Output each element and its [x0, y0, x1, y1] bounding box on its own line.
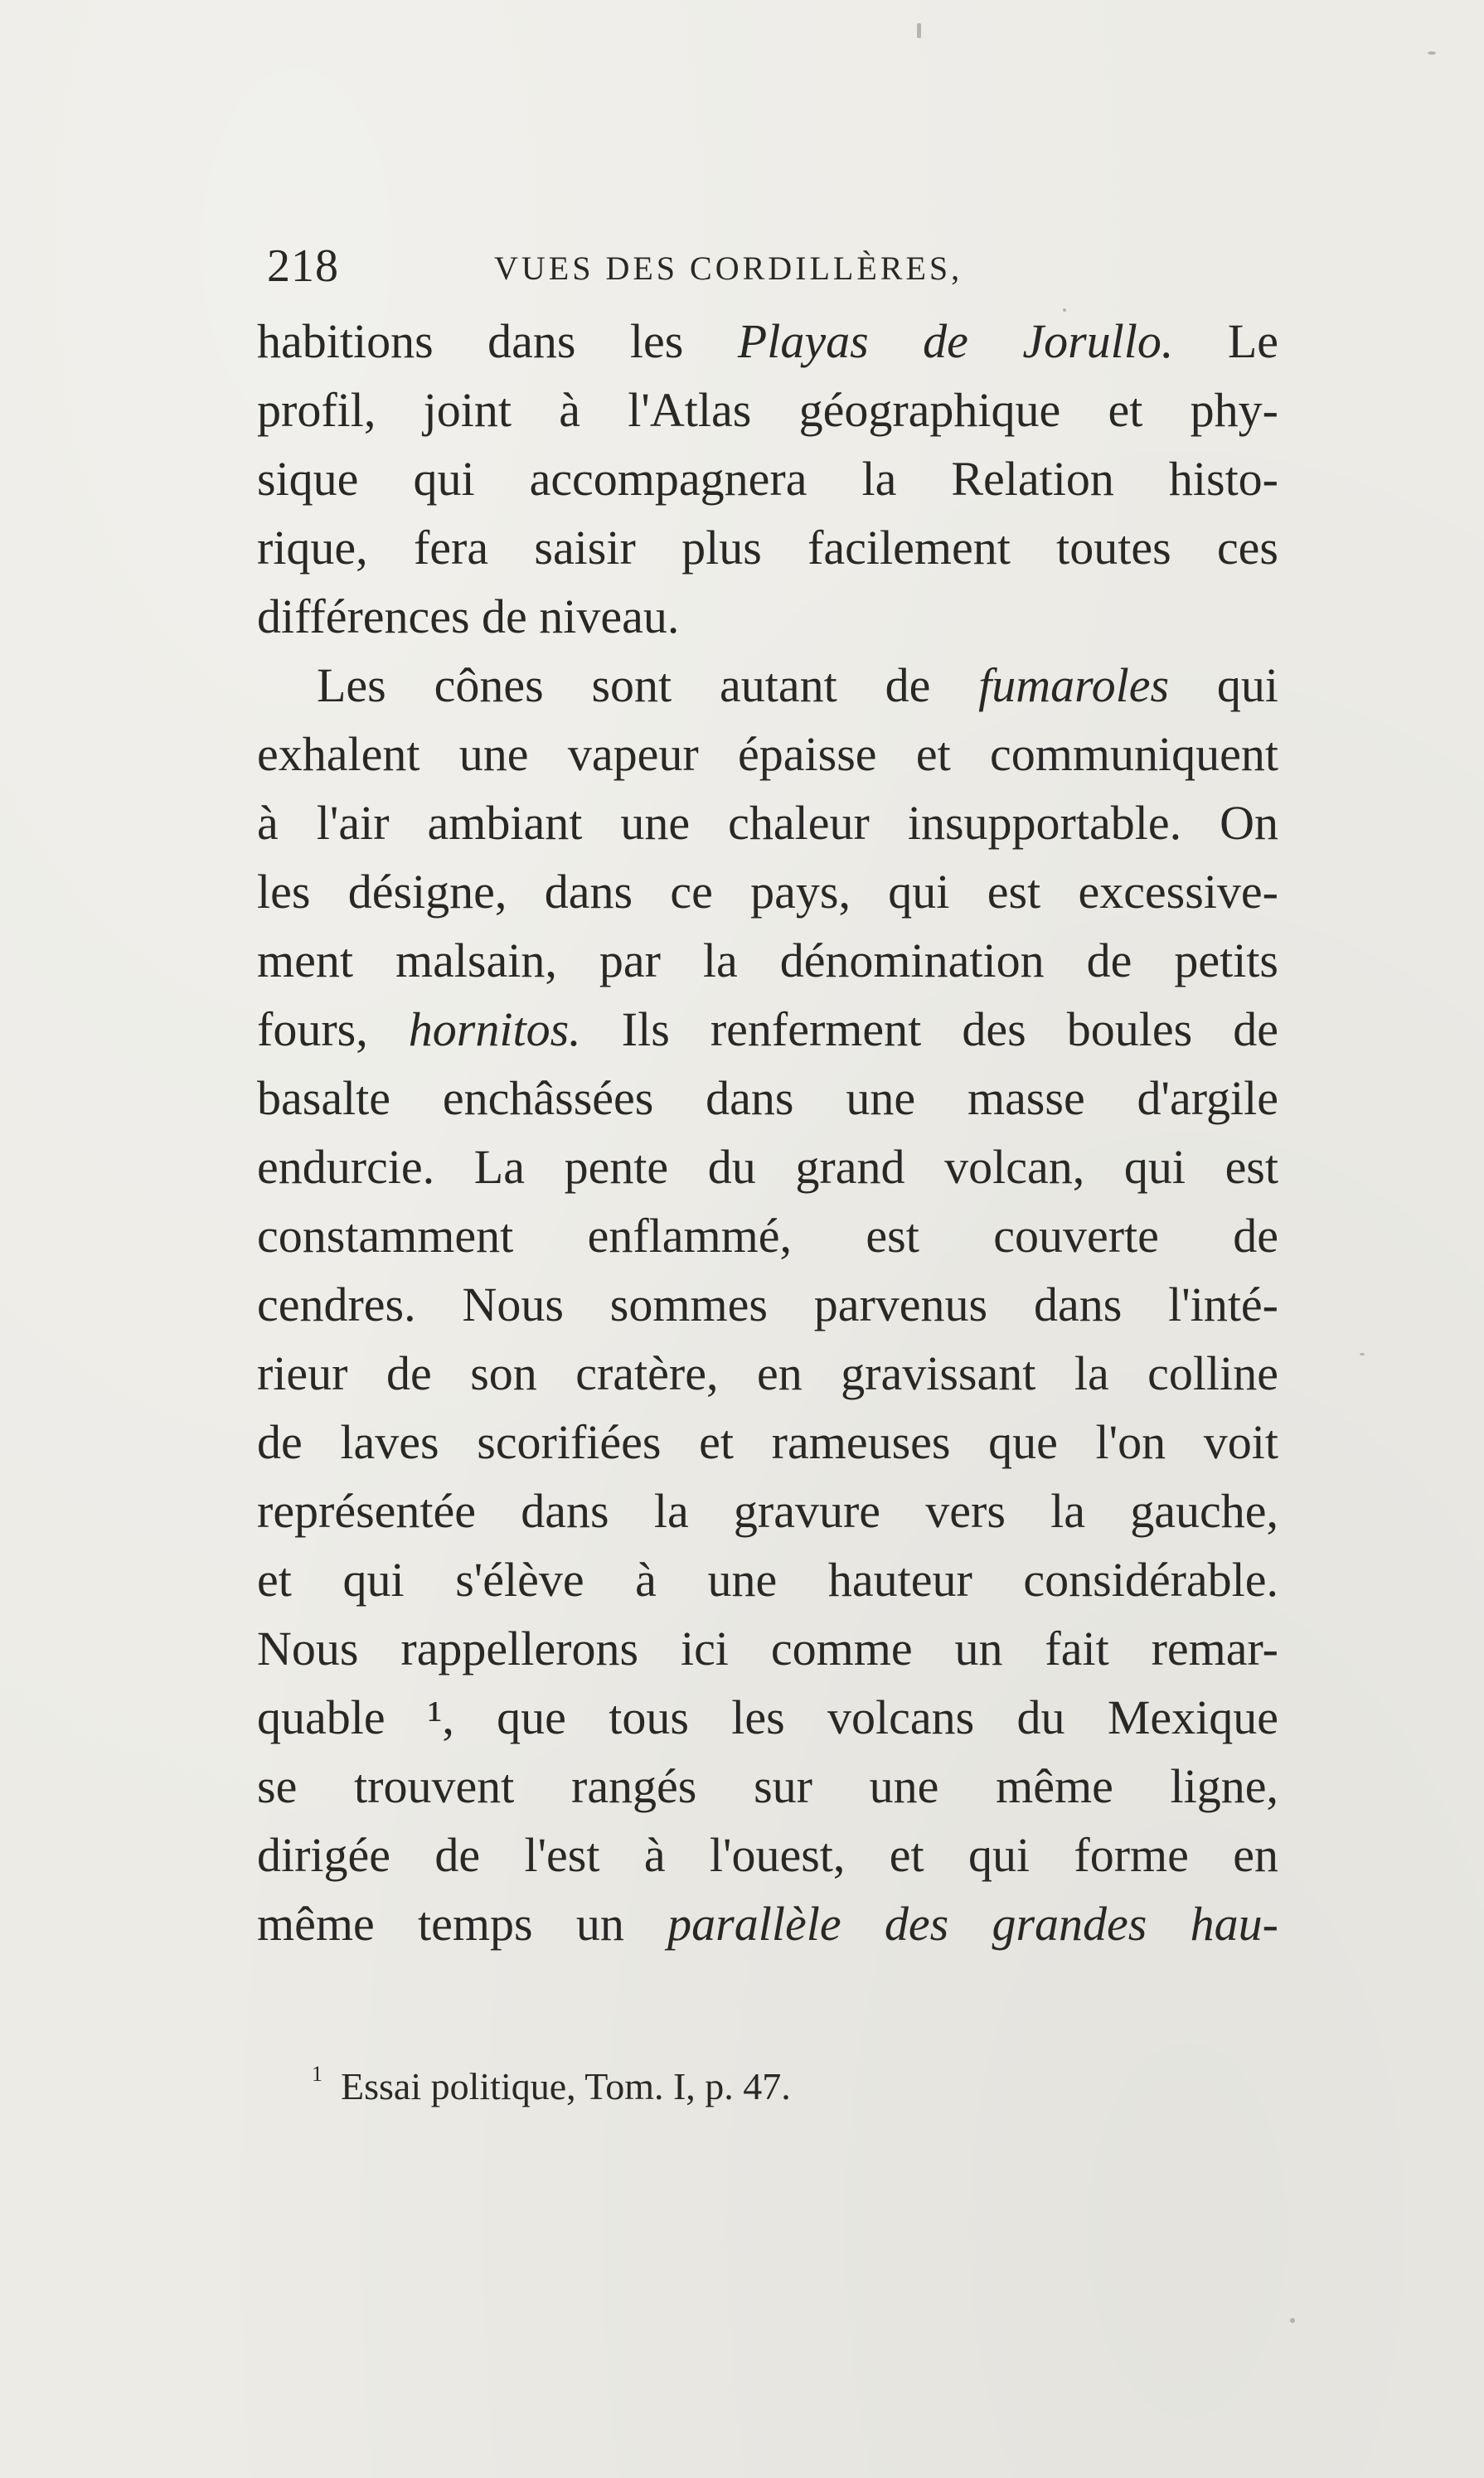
text-line: dirigée de l'est à l'ouest, et qui forme en	[257, 1828, 1278, 1882]
paper-speck	[1360, 1353, 1365, 1355]
text-line: cendres. Nous sommes parvenus dans l'inté-	[257, 1278, 1278, 1331]
text-line: habitions dans les Playas de Jorullo. Le	[257, 314, 1279, 368]
text-line: se trouvent rangés sur une même ligne,	[257, 1759, 1278, 1813]
text-line: de laves scorifiées et rameuses que l'on voit	[257, 1415, 1278, 1469]
text-line: quable ¹, que tous les volcans du Mexique	[257, 1690, 1278, 1744]
body-text	[257, 307, 1278, 1958]
footnote	[312, 2058, 791, 2116]
text-line: rieur de son cratère, en gravissant la colline	[257, 1346, 1278, 1400]
text-line: et qui s'élève à une hauteur considérable.	[257, 1553, 1278, 1607]
text-line: profil, joint à l'Atlas géographique et phy-	[257, 383, 1278, 437]
running-head: VUES DES CORDILLÈRES,	[494, 250, 963, 287]
text-line: rique, fera saisir plus facilement toutes ces	[257, 521, 1278, 575]
text-line: fours, hornitos. Ils renferment des boules de	[257, 1002, 1279, 1056]
text-line: sique qui accompagnera la Relation histo-	[257, 452, 1278, 506]
text-line: ment malsain, par la dénomination de petits	[257, 933, 1278, 987]
footnote-text: Essai politique, Tom. I, p. 47.	[341, 2065, 791, 2107]
paper-speck	[917, 23, 921, 38]
paper-speck	[1290, 2318, 1295, 2323]
text-line: Les cônes sont autant de fumaroles qui	[317, 658, 1278, 712]
text-line: exhalent une vapeur épaisse et communiquent	[257, 727, 1278, 781]
footnote-marker: 1	[312, 2062, 323, 2086]
text-line: même temps un parallèle des grandes hau-	[257, 1897, 1278, 1951]
text-line: endurcie. La pente du grand volcan, qui est	[257, 1140, 1278, 1194]
page-header	[267, 237, 1328, 295]
text-line: les désigne, dans ce pays, qui est excessive-	[257, 865, 1278, 919]
text-line: Nous rappellerons ici comme un fait remar-	[257, 1622, 1278, 1675]
text-line: basalte enchâssées dans une masse d'argile	[257, 1071, 1278, 1125]
page-number: 218	[267, 240, 339, 292]
text-line: constamment enflammé, est couverte de	[257, 1209, 1278, 1263]
text-line: représentée dans la gravure vers la gauche,	[257, 1484, 1278, 1538]
text-line: différences de niveau.	[257, 589, 680, 643]
paper-speck	[1428, 51, 1436, 55]
text-line: à l'air ambiant une chaleur insupportable. On	[257, 796, 1278, 850]
